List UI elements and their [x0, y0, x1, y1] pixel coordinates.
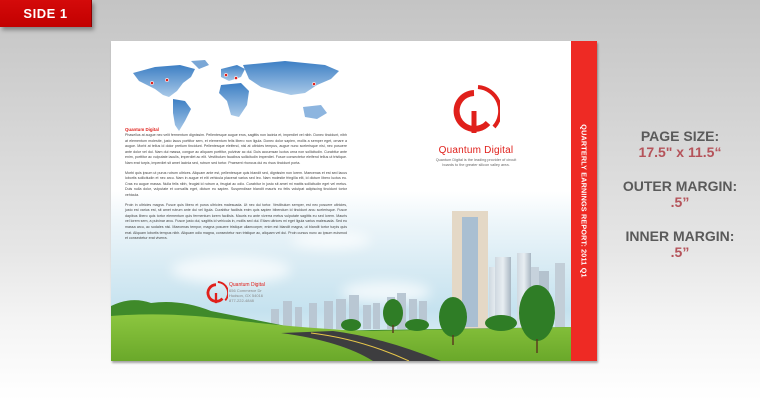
contact-company: Quantum Digital — [229, 282, 265, 288]
spec-page-size-label: PAGE SIZE: — [640, 128, 720, 144]
front-cover-tagline — [421, 158, 531, 168]
side-badge — [0, 0, 92, 27]
quantum-digital-logo — [448, 85, 500, 137]
back-cover-paragraph-2: Morbi quis ipsum ut purus rutrum ultrices. Aliquam ante est, pellentesque quis blandit sed, dignissim non lorem. Maecenas et est sed lacus lobortis sollicitudin et nec arcu. Nam in augue et elit vehicula placerat varius sed leo. Nam molestie fringilla elit, id dictum libero luctus eu. Cras eu augue massa. Nulla felis nibh, feugiat id rutrum a, feugiat ac odio. Curabitur in justo sit amet mi mattis sollicitudin eget vel metus. Duis nulla dolor, vulputate et convallis eget, dictum eu sapien. Suspendisse blandit mauris eu felis volutpat adipiscing tincidunt tortor vehicula. — [125, 170, 347, 197]
brochure-cover-spread — [111, 41, 597, 361]
spec-outer-margin-value: .5” — [670, 194, 690, 210]
contact-city: Hudson, GX 54016 — [229, 293, 264, 299]
contact-phone: 877-222-4848 — [229, 298, 254, 304]
back-cover-paragraph-3: Proin in ultricies magna. Fusce quis libero et purus ultricies malesuada. Ut nec dui tortor. Vestibulum semper, est nec posuere ultricies, justo est varius est, sit amet rutrum ante dui vel ligula. Curabitur facilisis enim quis sapien bibendum id tincidunt arcu scelerisque. Fusce dapibus libero quis tortor elementum quis fermentum lorem facilisis. Mauris eu ante viverra metus vulputate sagittis eu sed lorem. Mauris vel lorem sem, a pulvinar arcu. Fusce justo dui, sagittis id vehicula in, mollis sed dui. Etiam ultrices mi eget ligula varius malesuada. Sed eu massa arcu, ac sodales nisi. Maecenas tempor, magna posuere tristique ullamcorper, enim est blandit magna, ut blandit tortor turpis quis erat. Aliquam lobortis tempus nibh. Aliquam odio magna, consectetur non tristique ac, aliquam vel dui. Proin cursus nunc ac ipsum euismod et consectetur erat viverra. — [125, 202, 347, 241]
quantum-digital-logo-small — [204, 281, 228, 305]
contact-street: 656 Commerce Dr — [229, 288, 262, 293]
back-cover-contact — [229, 282, 265, 304]
spec-outer-margin-label: OUTER MARGIN: — [622, 178, 738, 194]
front-cover-company-name: Quantum Digital — [438, 145, 514, 156]
tagline-line-2: boards to the greater silicon valley area. — [442, 163, 510, 167]
spine-strip — [571, 41, 597, 361]
spec-inner-margin-value: .5” — [670, 244, 690, 260]
spine-title: QUARTERLY EARNINGS REPORT: 2011 Q1 — [579, 124, 589, 278]
spec-inner-margin-label: INNER MARGIN: — [625, 228, 735, 244]
back-cover-paragraph-1: Phasellus at augue nec velit fermentum dignissim. Pellentesque augue eros, sagittis non lacinia et, imperdiet vel nibh. Donec tincidunt, nibh at elementum molestie, justo lacus porttitor sem, et elementum felis libero non ligula. Donec dolor sapien, mollis a semper eget, ornare a augue. Morbi at tellus id dolor pretium tincidunt. Pellentesque eleifend, nisl at ultricies tempus, augue nunc scelerisque nisi, nec posuere ante dolor vel dui. Nam dui massa, congue ac aliquam porttitor, pulvinar ac dui. Duis accumsan luctus urna non sollicitudin. Curabitur ante enim, porttitor ac vulputate iaculis, imperdiet ac elit. Vestibulum faucibus sollicitudin imperdiet. Fusce consectetur eleifend tellus ut tristique. Nam erat turpis, imperdiet sit amet lacinia sed, rutrum sed tortor. Praesent rhoncus dui eu risus tincidunt porta. — [125, 133, 347, 165]
city-landscape-image — [111, 41, 571, 361]
spec-panel — [605, 128, 755, 278]
tagline-line-1: Quantum Digital is the leading provider of circuit — [435, 158, 517, 162]
back-cover-heading: Quantum Digital — [125, 127, 159, 132]
spec-page-size-value: 17.5" x 11.5“ — [638, 144, 722, 160]
side-badge-label: SIDE 1 — [23, 6, 68, 21]
